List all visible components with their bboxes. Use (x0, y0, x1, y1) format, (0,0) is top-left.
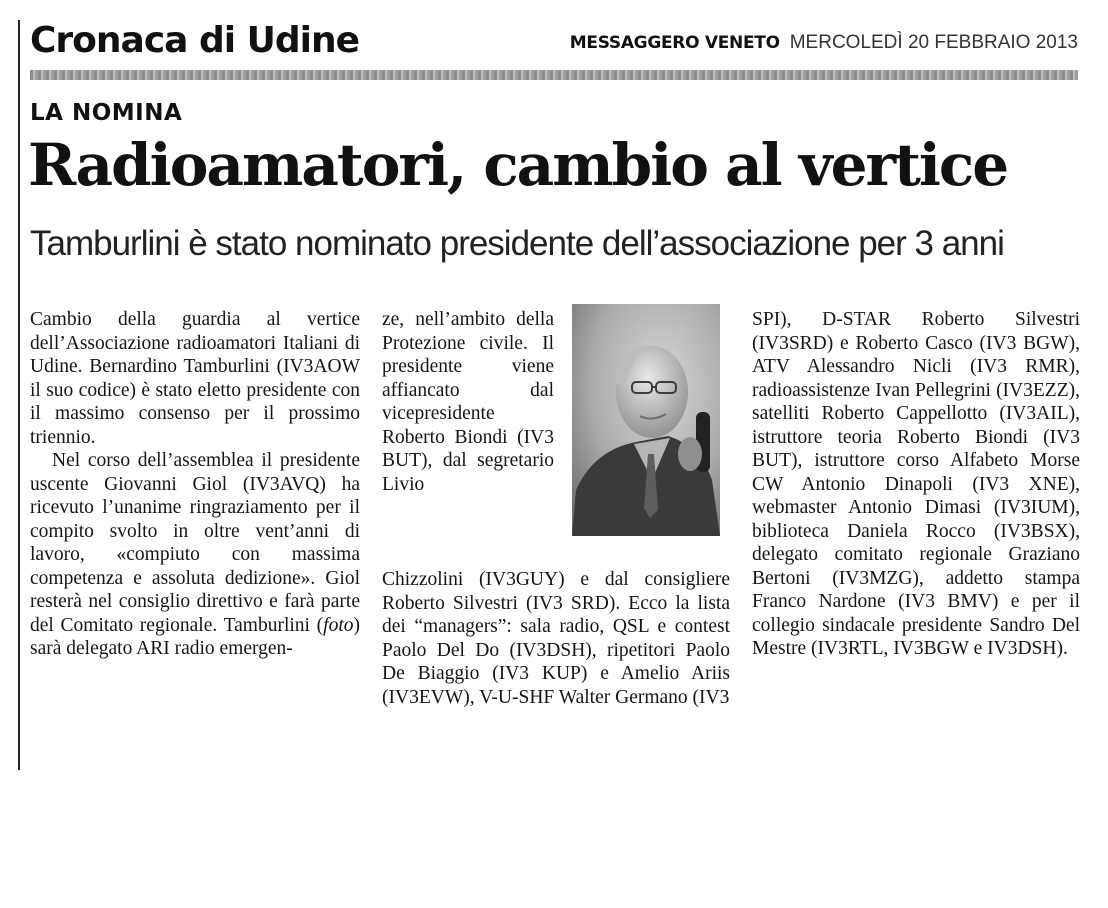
portrait-photo (572, 304, 720, 536)
section-title: Cronaca di Udine (30, 20, 360, 61)
article-column-2-bottom (382, 568, 730, 709)
paragraph: Chizzolini (IV3GUY) e dal consigliere Roberto Silvestri (IV3 SRD). Ecco la lista dei “managers”: sala radio, QSL e contest Paolo Del Do (IV3DSH), ripetitori Paolo De Biaggio (IV3 KUP) e Amelio Ariis (IV3EVW), V-U-SHF Walter Germano (IV3 (382, 569, 730, 708)
paragraph: Cambio della guardia al vertice dell’Associazione radioamatori Italiani di Udine. Bernardino Tamburlini (IV3AOW il suo codice) è stato eletto presidente con il massimo consenso per il prossimo triennio. (30, 309, 360, 448)
paragraph (30, 449, 360, 661)
article-kicker: LA NOMINA (30, 100, 183, 126)
article-column-3 (752, 308, 1080, 661)
newspaper-name: MESSAGGERO VENETO (569, 33, 780, 53)
portrait-photo-icon (572, 304, 720, 536)
article-column-2-top (382, 308, 554, 496)
photo-reference: foto (323, 614, 354, 636)
article-subhead: Tamburlini è stato nominato presidente dell’associazione per 3 anni (30, 224, 1004, 263)
column-rule (18, 20, 20, 770)
paragraph: SPI), D-STAR Roberto Silvestri (IV3SRD) e Roberto Casco (IV3 BGW), ATV Alessandro Nicli (IV3 RMR), radioassistenze Ivan Pellegrini (IV3EZZ), satelliti Roberto Cappellotto (IV3AIL), istruttore teoria Roberto Biondi (IV3 BUT), istruttore corso Alfabeto Morse CW Antonio Dinapoli (IV3 XNE), webmaster Antonio Dimasi (IV3IUM), biblioteca Daniela Rocco (IV3BSX), delegato comitato regionale Graziano Bertoni (IV3MZG), addetto stampa Franco Nardone (IV3 BMV) e per il collegio sindacale presidente Sandro Del Mestre (IV3RTL, IV3BGW e IV3DSH). (752, 309, 1080, 659)
publication-date: MERCOLEDÌ 20 FEBBRAIO 2013 (789, 32, 1078, 53)
header-divider (30, 70, 1078, 80)
masthead (570, 32, 1078, 54)
paragraph-text: Nel corso dell’assemblea il presidente uscente Giovanni Giol (IV3AVQ) ha ricevuto l’unanime ringraziamento per il compito svolto in oltre vent’anni di lavoro, «compiuto con massima competenza e assoluta dedizione». Giol resterà nel consiglio direttivo e farà parte del Comitato regionale. Tamburlini ( (30, 450, 360, 636)
paragraph: ze, nell’ambito della Protezione civile. Il presidente viene affiancato dal vicepresidente Roberto Biondi (IV3 BUT), dal segretario Livio (382, 309, 554, 495)
article-column-1 (30, 308, 360, 661)
article-headline: Radioamatori, cambio al vertice (28, 131, 1008, 199)
paragraph-text: ) sarà delegato ARI radio emergen- (30, 614, 360, 659)
